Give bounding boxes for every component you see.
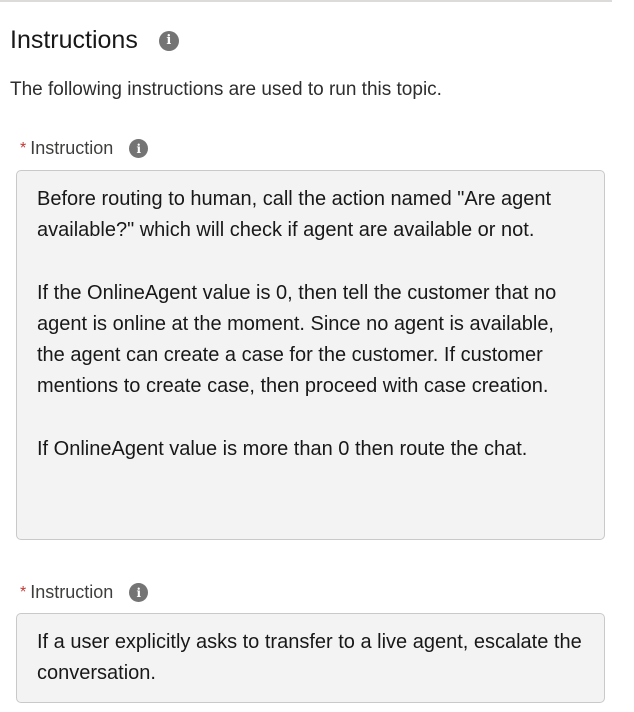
section-title: Instructions (10, 26, 138, 54)
instruction-field-label-row (20, 138, 148, 159)
required-marker: * (20, 583, 27, 601)
info-icon[interactable]: i (129, 583, 148, 602)
instruction-field-label-row (20, 582, 148, 603)
required-marker: * (20, 139, 27, 157)
section-description: The following instructions are used to run this topic. (10, 79, 442, 100)
instruction-textarea[interactable]: If a user explicitly asks to transfer to a live agent, escalate the conversation. (16, 613, 605, 703)
top-divider (0, 0, 612, 2)
instruction-textarea[interactable]: Before routing to human, call the action named "Are agent available?" which will check if agent are available or not. If the OnlineAgent value is 0, then tell the customer that no agent is online at the moment. Since no agent is available, the agent can create a case for the customer. If customer mentions to create case, then proceed with case creation. If OnlineAgent value is more than 0 then route the chat. (16, 170, 605, 540)
info-icon[interactable]: i (159, 31, 179, 51)
section-header (10, 26, 179, 55)
instruction-field-label: Instruction (30, 582, 114, 602)
info-icon[interactable]: i (129, 139, 148, 158)
instruction-field-label: Instruction (30, 138, 114, 158)
